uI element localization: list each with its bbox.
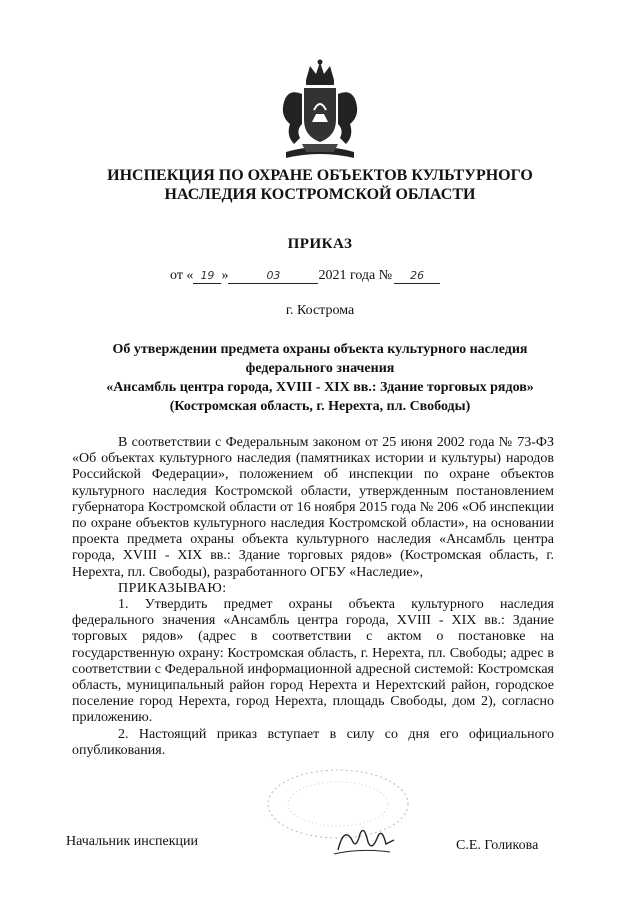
order-body — [72, 435, 554, 759]
agency-title — [60, 166, 580, 204]
city-line: г. Кострома — [285, 303, 355, 318]
date-year: 2021 года № — [318, 268, 393, 283]
subject-line1: Об утверждении предмета охраны объекта культурного наследия — [112, 342, 528, 357]
coat-of-arms-emblem — [272, 58, 368, 168]
date-close-quote: » — [221, 268, 229, 283]
order-item-2: 2. Настоящий приказ вступает в силу со дня его официального опубликования. — [72, 726, 554, 758]
handwritten-signature — [330, 820, 400, 860]
subject-line3: «Ансамбль центра города, XVIII - XIX вв.: Здание торговых рядов» — [106, 380, 534, 395]
order-title: ПРИКАЗ — [287, 236, 353, 252]
subject-line2: федерального значения — [245, 361, 395, 376]
order-item-1: 1. Утвердить предмет охраны объекта культурного наследия федерального значения «Ансамбль центра города, XVIII - XIX вв.: Здание торговых рядов» (адрес в соответствии с актом о постановке на государственную охрану: Костромская область, г. Нерехта, пл. Свободы; адрес в соответствии с Федеральной информационной адресной системой: Костромская область, муниципальный район город Нерехта и Нерехтский район, городское поселение город Нерехта, город Нерехта, площадь Свободы, дом 2), согласно приложению. — [72, 597, 554, 726]
agency-title-line1: ИНСПЕКЦИЯ ПО ОХРАНЕ ОБЪЕКТОВ КУЛЬТУРНОГО — [107, 167, 533, 184]
order-subject — [70, 340, 570, 416]
signatory-name: С.Е. Голикова — [456, 838, 539, 853]
order-number: 26 — [410, 269, 425, 282]
date-month: 03 — [266, 269, 281, 282]
date-day: 19 — [200, 269, 215, 282]
order-word: ПРИКАЗЫВАЮ: — [118, 580, 227, 596]
signatory-position: Начальник инспекции — [66, 834, 198, 849]
date-prefix: от « — [170, 268, 194, 283]
order-date-line — [170, 268, 490, 284]
subject-line4: (Костромская область, г. Нерехта, пл. Свободы) — [169, 399, 471, 414]
agency-title-line2: НАСЛЕДИЯ КОСТРОМСКОЙ ОБЛАСТИ — [164, 186, 476, 203]
preamble-paragraph: В соответствии с Федеральным законом от 25 июня 2002 года № 73-ФЗ «Об объектах культурного наследия (памятниках истории и культуры) народов Российской Федерации», положением об инспекции по охране объектов культурного наследия Костромской области, утвержденным постановлением губернатора Костромской области от 16 ноября 2015 года № 206 «Об инспекции по охране объектов культурного наследия Костромской области», на основании проекта предмета охраны объекта культурного наследия «Ансамбль центра города, XVIII - XIX вв.: Здание торговых рядов» (Костромская область, г. Нерехта, пл. Свободы), разработанного ОГБУ «Наследие», — [72, 435, 554, 580]
